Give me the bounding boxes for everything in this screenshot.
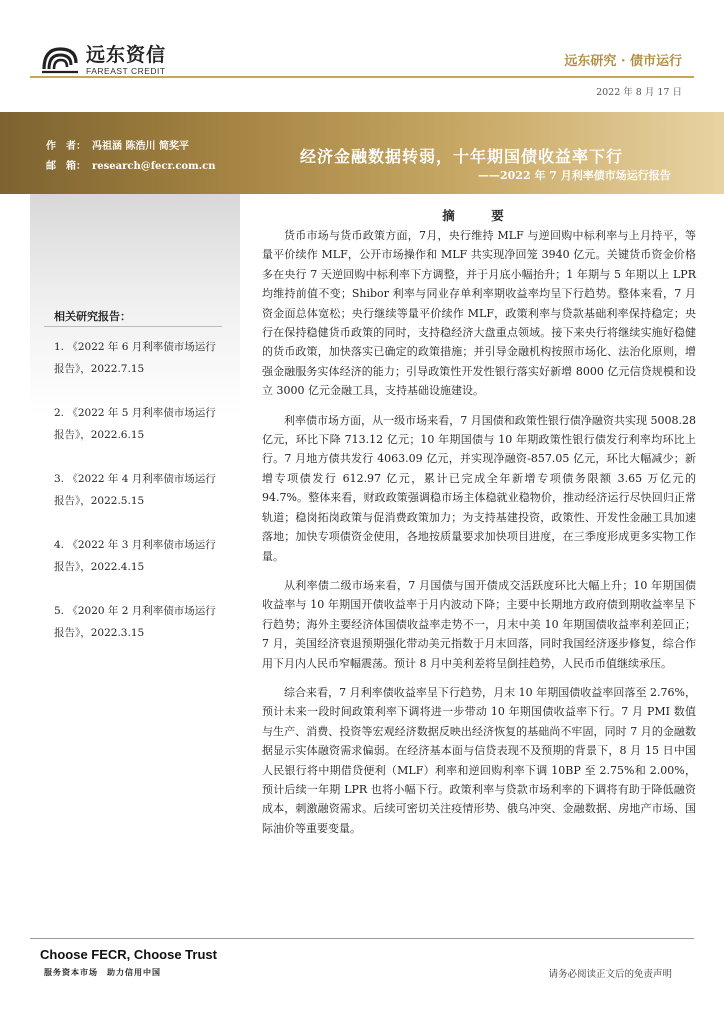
related-reports-list — [54, 336, 224, 666]
report-series: 远东研究 · 债市运行 — [564, 54, 682, 69]
abstract-section — [262, 206, 696, 848]
related-report-item[interactable]: 3. 《2022 年 4 月利率债市场运行报告》，2022.5.15 — [54, 473, 216, 507]
footer-slogan-chinese: 服务资本市场 助力信用中国 — [44, 967, 161, 977]
abstract-title: 摘 要 — [442, 208, 516, 223]
logo-english-name: FAREAST CREDIT — [86, 66, 166, 76]
authors-names: 冯祖涵 陈浩川 简奖平 — [92, 141, 189, 152]
abstract-paragraph: 综合来看，7 月利率债收益率呈下行趋势，月末 10 年期国债收益率回落至 2.76%，预计未来一段时间政策利率下调将进一步带动 10 年期国债收益率下行。7 月 PMI 数值与生产、消费、投资等宏观经济数据反映出经济恢复的基础尚不牢固，同时 7 月的金融数据显示实体融资需求偏弱。在经济基本面与信贷表现不及预期的背景下，8 月 15 日中国人民银行将中期借贷便利（MLF）利率和逆回购利率下调 10BP 至 2.75%和 2.00%，预计后续一年期 LPR 也将小幅下行。政策利率与贷款市场利率的下调将有助于降低融资成本，刺激融资需求。后续可密切关注疫情形势、俄乌冲突、金融数据、房地产市场、国际油价等重要变量。 — [262, 685, 696, 835]
fareast-logo-icon — [40, 43, 80, 77]
page-header — [0, 0, 724, 112]
report-date: 2022 年 8 月 17 日 — [596, 87, 682, 98]
sidebar-divider — [44, 326, 222, 327]
header-divider — [30, 76, 694, 78]
related-reports-title: 相关研究报告： — [54, 310, 131, 323]
company-logo — [40, 40, 200, 80]
authors-line — [46, 137, 189, 152]
report-subtitle: ——2022 年 7 月利率债市场运行报告 — [478, 169, 671, 182]
footer-slogan-english: Choose FECR, Choose Trust — [40, 947, 217, 962]
abstract-paragraph: 利率债市场方面，从一级市场来看，7 月国债和政策性银行债净融资共实现 5008.28 亿元，环比下降 713.12 亿元；10 年期国债与 10 年期政策性银行债发行利率均环比上行。7 月地方债共发行 4063.09 亿元，并实现净融资-857.05 亿元，环比大幅减少；新增专项债发行 612.97 亿元，累计已完成全年新增专项债务限额 3.65 万亿元的 94.7%。整体来看，财政政策强调稳市场主体稳就业稳物价，推动经济运行尽快回归正常轨道；稳岗拓岗政策与促消费政策加力；为支持基建投资，政策性、开发性金融工具加速落地；加快专项债资金使用，各地按质量要求加快项目进度，在三季度形成更多实物工作量。 — [262, 413, 696, 563]
logo-chinese-name: 远东资信 — [86, 44, 167, 66]
footer-disclaimer: 请务必阅读正文后的免责声明 — [548, 969, 672, 980]
abstract-paragraph: 货币市场与货币政策方面，7月，央行维持 MLF 与逆回购中标利率与上月持平，等量平价续作 MLF，公开市场操作和 MLF 共实现净回笼 3940 亿元。关键货币资金价格多在央行 7 天逆回购中标利率下方调整，并于月底小幅抬升；1 年期与 5 年期以上 LPR 均维持前值不变；Shibor 利率与同业存单利率期收益率均呈下行趋势。整体来看，7 月资金面总体宽松；央行继续等量平价续作 MLF，政策利率与贷款基础利率保持稳定；央行在保持稳健货币政策的同时，支持稳经济大盘重点领域。接下来央行将继续实施好稳健的货币政策，加快落实已确定的政策措施；并引导金融机构按照市场化、法治化原则，增强金融服务实体经济的能力；引导政策性开发性银行落实好新增 8000 亿元信贷规模和设立 3000 亿元金融工具，支持基础设施建设。 — [262, 229, 696, 398]
abstract-paragraph: 从利率债二级市场来看，7 月国债与国开债成交活跃度环比大幅上升；10 年期国债收益率与 10 年期国开债收益率于月内波动下降；主要中长期地方政府债到期收益率呈下行趋势；海外主要经济体国债收益率走势不一，月末中美 10 年期国债收益率利差回正；7 月，美国经济衰退预期强化带动美元指数于月末回落，同时我国经济逐步修复，综合作用下月内人民币窄幅震荡。预计 8 月中美利差将呈倒挂趋势，人民币币值继续承压。 — [262, 578, 696, 670]
related-report-item[interactable]: 2. 《2022 年 5 月利率债市场运行报告》，2022.6.15 — [54, 407, 216, 441]
authors-label: 作 者： — [46, 141, 86, 152]
email-label: 邮 箱： — [46, 161, 86, 172]
email-line — [46, 157, 216, 172]
footer-divider — [30, 938, 694, 939]
related-report-item[interactable]: 1. 《2022 年 6 月利率债市场运行报告》，2022.7.15 — [54, 341, 216, 375]
report-title: 经济金融数据转弱，十年期国债收益率下行 — [300, 147, 624, 166]
related-report-item[interactable]: 4. 《2022 年 3 月利率债市场运行报告》，2022.4.15 — [54, 539, 216, 573]
email-address[interactable]: research@fecr.com.cn — [92, 161, 216, 172]
related-report-item[interactable]: 5. 《2020 年 2 月利率债市场运行报告》，2022.3.15 — [54, 605, 216, 639]
